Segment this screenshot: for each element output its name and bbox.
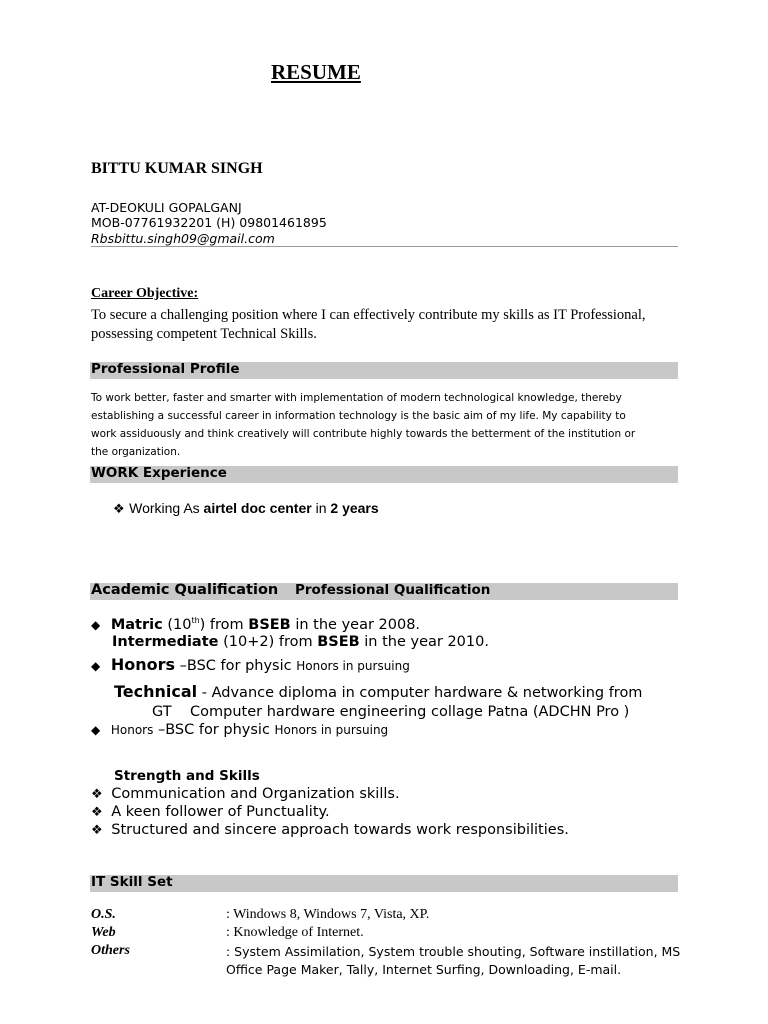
intermediate-tail: in the year 2010. [359, 634, 489, 650]
diamond-bullet-icon: ◆ [91, 723, 101, 737]
address: AT-DEOKULI GOPALGANJ [91, 200, 242, 215]
honors-text-2: –BSC for physic [153, 722, 275, 738]
work-experience-item [113, 500, 379, 517]
matric-post: ) from [199, 616, 249, 633]
honors-label: Honors [110, 655, 176, 674]
intermediate-label: Intermediate [112, 634, 219, 650]
strength-item-text: Communication and Organization skills. [111, 786, 400, 802]
document-title: RESUME [271, 60, 361, 84]
matric-row [91, 616, 420, 633]
strength-item-text: Structured and sincere approach towards work responsibilities. [111, 822, 569, 838]
web-label: Web [91, 925, 116, 940]
matric-tail: in the year 2008. [290, 616, 421, 633]
diamond-bullet-icon: ❖ [91, 787, 103, 802]
profile-line: the organization. [91, 446, 181, 458]
technical-line2: GT Computer hardware engineering collage Patna (ADCHN Pro ) [152, 704, 630, 720]
others-label: Others [91, 943, 130, 958]
os-label: O.S. [91, 907, 116, 922]
diamond-bullet-icon: ◆ [91, 617, 101, 632]
professional-qualification-heading: Professional Qualification [295, 582, 491, 598]
diamond-bullet-icon: ❖ [91, 805, 103, 820]
matric-sup: th [191, 616, 200, 625]
diamond-bullet-icon: ◆ [91, 659, 101, 673]
others-value-line2: Office Page Maker, Tally, Internet Surfing, Downloading, E-mail. [226, 962, 622, 977]
it-skill-bar [90, 875, 678, 892]
professional-profile-bar [90, 362, 678, 379]
honors-small-2: Honors in pursuing [274, 723, 389, 737]
candidate-name: BITTU KUMAR SINGH [91, 160, 263, 177]
intermediate-row [112, 634, 489, 650]
work-prefix: Working As [129, 500, 204, 516]
career-objective-heading: Career Objective: [91, 286, 199, 301]
academic-bar [90, 583, 678, 600]
intermediate-post: (10+2) from [218, 634, 318, 650]
strength-item-text: A keen follower of Punctuality. [111, 804, 330, 820]
phone: MOB-07761932201 (H) 09801461895 [91, 215, 327, 230]
academic-heading: Academic Qualification [91, 582, 279, 598]
honors-text: –BSC for physic [175, 658, 297, 674]
work-mid: in [311, 500, 331, 516]
contact-divider [91, 246, 678, 247]
profile-line: establishing a successful career in information technology is the basic aim of my life. My capability to [91, 410, 626, 422]
career-objective-line: To secure a challenging position where I can effectively contribute my skills as IT Professional, [91, 307, 646, 323]
matric-label: Matric [110, 616, 163, 633]
profile-line: To work better, faster and smarter with implementation of modern technological knowledge, thereby [91, 392, 622, 404]
career-objective-text [91, 306, 681, 344]
others-value-line1: : System Assimilation, System trouble shouting, Software instillation, MS [226, 944, 681, 959]
os-value: : Windows 8, Windows 7, Vista, XP. [226, 907, 430, 922]
web-value: : Knowledge of Internet. [226, 925, 364, 940]
work-experience-bar [90, 466, 678, 483]
diamond-bullet-icon: ❖ [113, 502, 125, 517]
technical-row [114, 682, 642, 701]
honors-small: Honors in pursuing [296, 659, 410, 673]
honors-label-2: Honors [110, 723, 154, 737]
career-objective-line: possessing competent Technical Skills. [91, 326, 317, 342]
technical-label: Technical [114, 682, 198, 701]
professional-profile-text [91, 389, 681, 461]
strength-item [91, 822, 569, 838]
intermediate-board: BSEB [317, 634, 360, 650]
it-skill-heading: IT Skill Set [91, 874, 173, 890]
matric-pre: (10 [162, 616, 192, 633]
work-duration: 2 years [330, 500, 379, 516]
honors-row [91, 655, 410, 674]
honors-row-2 [91, 722, 388, 738]
strengths-heading: Strength and Skills [114, 768, 260, 784]
strength-item [91, 804, 330, 820]
matric-board: BSEB [248, 616, 291, 633]
professional-profile-heading: Professional Profile [91, 361, 240, 377]
diamond-bullet-icon: ❖ [91, 823, 103, 838]
strength-item [91, 786, 400, 802]
profile-line: work assiduously and think creatively will contribute highly towards the betterment of the institution or [91, 428, 636, 440]
email: Rbsbittu.singh09@gmail.com [91, 231, 275, 246]
work-experience-heading: WORK Experience [91, 465, 227, 481]
technical-text: - Advance diploma in computer hardware & networking from [197, 685, 643, 701]
work-company: airtel doc center [203, 500, 312, 516]
